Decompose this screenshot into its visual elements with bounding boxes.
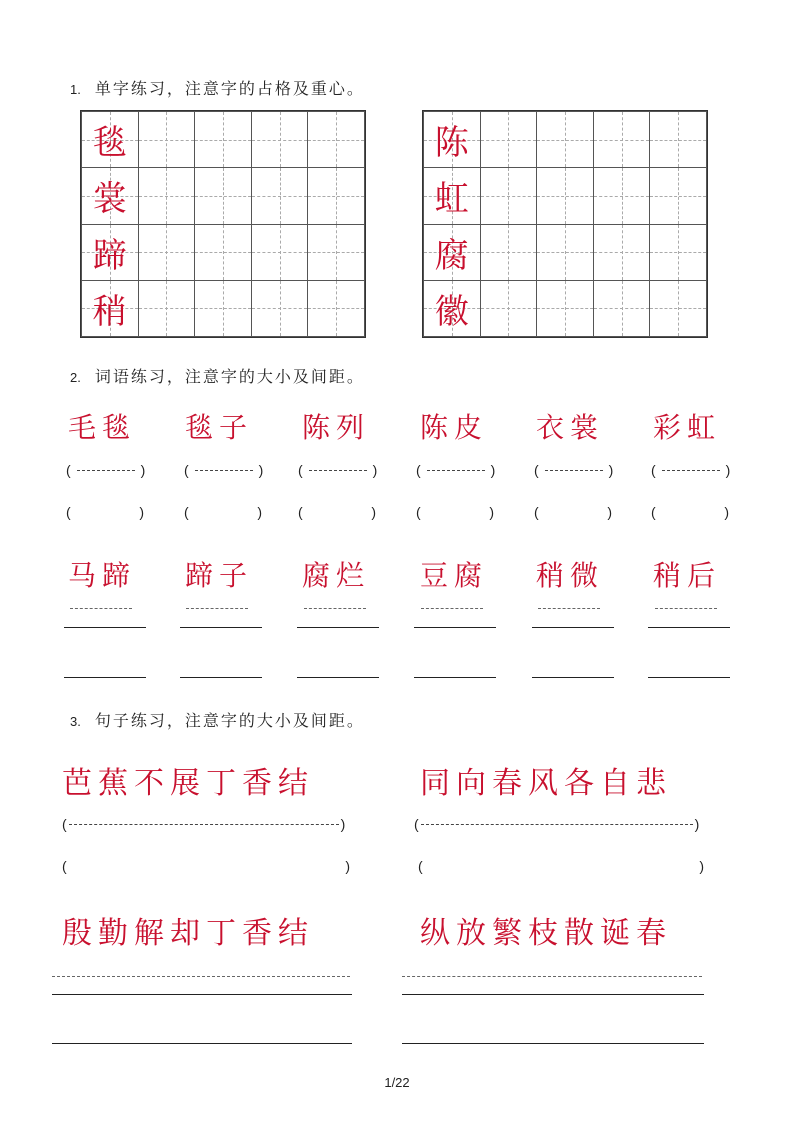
- dotted-guide: [662, 470, 720, 471]
- answer-bracket[interactable]: [416, 504, 494, 520]
- dotted-guide: [186, 608, 248, 609]
- dotted-guide: [427, 470, 485, 471]
- grid-cell[interactable]: [593, 280, 650, 336]
- sentence-item: 芭蕉不展丁香结: [62, 766, 314, 801]
- answer-bracket[interactable]: [66, 504, 144, 520]
- dotted-guide: [421, 824, 693, 825]
- close-paren: ): [699, 858, 704, 874]
- grid-cell[interactable]: [424, 280, 481, 336]
- open-paren: (: [184, 462, 189, 478]
- close-paren: ): [694, 816, 700, 832]
- grid-cell[interactable]: [650, 280, 707, 336]
- grid-cell[interactable]: [195, 112, 252, 168]
- word-item: 豆腐: [420, 559, 489, 592]
- close-paren: ): [140, 462, 146, 478]
- open-paren: (: [414, 816, 419, 832]
- open-paren: (: [62, 816, 67, 832]
- close-paren: ): [490, 462, 496, 478]
- grid-cell[interactable]: [480, 168, 537, 224]
- answer-bracket[interactable]: [184, 462, 263, 478]
- answer-bracket[interactable]: [298, 462, 377, 478]
- dotted-guide: [195, 470, 253, 471]
- answer-bracket[interactable]: [651, 504, 729, 520]
- writing-line[interactable]: [52, 1043, 352, 1044]
- section-3-text: 句子练习，注意字的大小及间距。: [94, 711, 365, 730]
- writing-line[interactable]: [180, 677, 262, 678]
- section-1-title: [70, 76, 365, 99]
- sentence-item: 殷勤解却丁香结: [62, 916, 314, 951]
- dotted-guide: [421, 608, 483, 609]
- open-paren: (: [534, 462, 539, 478]
- writing-line[interactable]: [297, 677, 379, 678]
- grid-cell[interactable]: [537, 280, 594, 336]
- grid-cell[interactable]: [537, 112, 594, 168]
- dotted-guide: [402, 976, 702, 977]
- open-paren: (: [416, 504, 421, 520]
- grid-cell[interactable]: [82, 224, 139, 280]
- word-item: 毯子: [185, 411, 254, 444]
- open-paren: (: [62, 858, 67, 874]
- answer-bracket[interactable]: [418, 858, 704, 874]
- dotted-guide: [545, 470, 603, 471]
- answer-bracket[interactable]: [62, 816, 345, 832]
- model-char: 裳: [92, 179, 127, 220]
- word-item: 毛毯: [68, 411, 137, 444]
- writing-line[interactable]: [64, 677, 146, 678]
- page-number: 1/22: [384, 1075, 410, 1090]
- dotted-guide: [304, 608, 366, 609]
- writing-line[interactable]: [402, 1043, 704, 1044]
- model-char: 蹄: [92, 235, 127, 276]
- close-paren: ): [345, 858, 350, 874]
- open-paren: (: [184, 504, 189, 520]
- close-paren: ): [258, 462, 264, 478]
- writing-line[interactable]: [414, 627, 496, 628]
- sentence-item: 纵放繁枝散诞春: [420, 916, 672, 951]
- section-2-title: [70, 364, 365, 387]
- answer-bracket[interactable]: [534, 462, 613, 478]
- open-paren: (: [416, 462, 421, 478]
- open-paren: (: [418, 858, 423, 874]
- grid-cell[interactable]: [251, 280, 308, 336]
- grid-cell[interactable]: [480, 280, 537, 336]
- grid-cell[interactable]: [480, 224, 537, 280]
- grid-cell[interactable]: [593, 112, 650, 168]
- grid-cell[interactable]: [593, 224, 650, 280]
- section-2-number: 2.: [70, 370, 81, 385]
- grid-cell[interactable]: [650, 168, 707, 224]
- model-char: 徽: [434, 291, 469, 332]
- grid-cell[interactable]: [308, 112, 365, 168]
- grid-cell[interactable]: [650, 112, 707, 168]
- close-paren: ): [608, 462, 614, 478]
- grid-cell[interactable]: [82, 112, 139, 168]
- word-item: 稍后: [653, 559, 722, 592]
- close-paren: ): [489, 504, 494, 520]
- writing-line[interactable]: [648, 627, 730, 628]
- grid-cell[interactable]: [480, 112, 537, 168]
- close-paren: ): [139, 504, 144, 520]
- close-paren: ): [372, 462, 378, 478]
- close-paren: ): [340, 816, 346, 832]
- word-item: 腐烂: [302, 559, 371, 592]
- answer-bracket[interactable]: [416, 462, 495, 478]
- close-paren: ): [257, 504, 262, 520]
- section-1-text: 单字练习，注意字的占格及重心。: [94, 79, 365, 98]
- writing-line[interactable]: [402, 994, 704, 995]
- close-paren: ): [371, 504, 376, 520]
- word-item: 马蹄: [68, 559, 137, 592]
- writing-line[interactable]: [414, 677, 496, 678]
- word-item: 稍微: [536, 559, 605, 592]
- section-2-text: 词语练习，注意字的大小及间距。: [94, 367, 365, 386]
- writing-line[interactable]: [180, 627, 262, 628]
- close-paren: ): [607, 504, 612, 520]
- open-paren: (: [651, 462, 656, 478]
- grid-cell[interactable]: [195, 168, 252, 224]
- section-3-title: [70, 708, 365, 731]
- writing-line[interactable]: [532, 627, 614, 628]
- model-char: 虹: [434, 179, 469, 220]
- grid-cell[interactable]: [82, 168, 139, 224]
- grid-cell[interactable]: [195, 280, 252, 336]
- open-paren: (: [66, 504, 71, 520]
- section-1-number: 1.: [70, 82, 81, 97]
- right-char-grid: [422, 110, 708, 338]
- grid-cell[interactable]: [308, 280, 365, 336]
- grid-cell[interactable]: [537, 224, 594, 280]
- grid-cell[interactable]: [138, 168, 195, 224]
- dotted-guide: [309, 470, 367, 471]
- section-3-number: 3.: [70, 714, 81, 729]
- grid-cell[interactable]: [138, 224, 195, 280]
- open-paren: (: [651, 504, 656, 520]
- word-item: 陈皮: [420, 411, 489, 444]
- writing-line[interactable]: [52, 994, 352, 995]
- writing-line[interactable]: [64, 627, 146, 628]
- open-paren: (: [298, 504, 303, 520]
- model-char: 陈: [434, 123, 469, 164]
- dotted-guide: [655, 608, 717, 609]
- grid-cell[interactable]: [251, 168, 308, 224]
- grid-cell[interactable]: [424, 112, 481, 168]
- open-paren: (: [298, 462, 303, 478]
- writing-line[interactable]: [297, 627, 379, 628]
- grid-cell[interactable]: [308, 168, 365, 224]
- close-paren: ): [725, 462, 731, 478]
- grid-cell[interactable]: [138, 112, 195, 168]
- answer-bracket[interactable]: [62, 858, 350, 874]
- answer-bracket[interactable]: [651, 462, 730, 478]
- answer-bracket[interactable]: [534, 504, 612, 520]
- writing-line[interactable]: [648, 677, 730, 678]
- grid-cell[interactable]: [308, 224, 365, 280]
- dotted-guide: [69, 824, 339, 825]
- model-char: 稍: [92, 291, 127, 332]
- word-item: 衣裳: [536, 411, 605, 444]
- open-paren: (: [66, 462, 71, 478]
- grid-cell[interactable]: [593, 168, 650, 224]
- grid-cell[interactable]: [251, 112, 308, 168]
- word-item: 彩虹: [653, 411, 722, 444]
- dotted-guide: [52, 976, 350, 977]
- word-item: 陈列: [302, 411, 371, 444]
- sentence-item: 同向春风各自悲: [420, 766, 672, 801]
- answer-bracket[interactable]: [414, 816, 699, 832]
- dotted-guide: [538, 608, 600, 609]
- grid-cell[interactable]: [424, 224, 481, 280]
- left-char-grid: [80, 110, 366, 338]
- grid-cell[interactable]: [650, 224, 707, 280]
- grid-cell[interactable]: [537, 168, 594, 224]
- open-paren: (: [534, 504, 539, 520]
- answer-bracket[interactable]: [66, 462, 145, 478]
- grid-cell[interactable]: [138, 280, 195, 336]
- word-item: 蹄子: [185, 559, 254, 592]
- model-char: 毯: [92, 123, 127, 164]
- dotted-guide: [70, 608, 132, 609]
- writing-line[interactable]: [532, 677, 614, 678]
- grid-cell[interactable]: [251, 224, 308, 280]
- dotted-guide: [77, 470, 135, 471]
- grid-cell[interactable]: [424, 168, 481, 224]
- answer-bracket[interactable]: [298, 504, 376, 520]
- model-char: 腐: [434, 235, 469, 276]
- answer-bracket[interactable]: [184, 504, 262, 520]
- grid-cell[interactable]: [195, 224, 252, 280]
- grid-cell[interactable]: [82, 280, 139, 336]
- close-paren: ): [724, 504, 729, 520]
